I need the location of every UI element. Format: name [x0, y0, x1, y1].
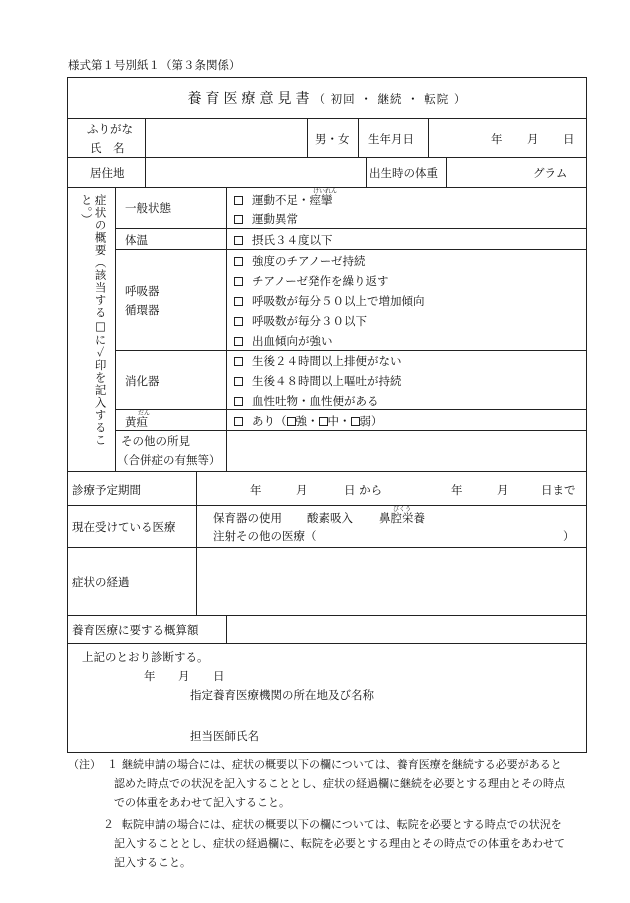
divider: [428, 118, 429, 157]
divider: [67, 643, 587, 644]
checkbox-medium[interactable]: [319, 417, 328, 426]
divider: [115, 430, 587, 431]
checkbox[interactable]: [234, 215, 243, 224]
notes-prefix: （注）: [68, 758, 101, 771]
checkbox-item[interactable]: 呼吸数が毎分５０以上で増加傾向: [234, 293, 425, 309]
note-1-line-1: 継続申請の場合には、症状の概要以下の欄については、養育医療を継続する必要があると: [122, 758, 562, 771]
diagnosis-year: 年: [144, 669, 156, 683]
diagnosis-statement: 上記のとおり診断する。: [82, 650, 209, 664]
sex-label: 男・女: [315, 132, 350, 146]
checkbox-item[interactable]: 運動異常: [234, 211, 298, 227]
divider: [67, 505, 587, 506]
divider: [226, 615, 227, 643]
note-2-line-2: 記入することとし、症状の経過欄に、転院を必要とする理由とその時点での体重をあわせて: [114, 837, 565, 850]
checkbox[interactable]: [234, 236, 243, 245]
checkbox[interactable]: [234, 337, 243, 346]
checkbox[interactable]: [234, 196, 243, 205]
title-options: （ 初回 ・ 継続 ・ 転院 ）: [313, 92, 467, 106]
checkbox[interactable]: [234, 257, 243, 266]
treatment-period-label: 診療予定期間: [72, 483, 141, 497]
checkbox-strong[interactable]: [287, 417, 296, 426]
divider: [67, 615, 587, 616]
digestive-label: 消化器: [125, 374, 160, 388]
symptom-course-label: 症状の経過: [72, 575, 130, 589]
checkbox-item[interactable]: 出血傾向が強い: [234, 333, 333, 349]
divider: [115, 409, 587, 410]
treatment-oxygen: 酸素吸入: [307, 511, 353, 525]
ruby-keiren: けいれん: [313, 188, 338, 195]
birth-weight-label: 出生時の体重: [369, 166, 438, 180]
complications-label: （合併症の有無等）: [117, 453, 221, 467]
divider: [145, 118, 146, 187]
divider: [115, 249, 587, 250]
divider: [226, 187, 227, 471]
gram-unit: グラム: [533, 166, 568, 180]
divider: [446, 157, 447, 187]
period-end-year: 年: [451, 483, 463, 497]
divider: [196, 471, 197, 615]
doctor-name-label: 担当医師氏名: [190, 729, 259, 743]
symptoms-section-label: 症状の概要（該当する□に✓印を記入すること。）: [79, 194, 108, 447]
checkbox[interactable]: [234, 277, 243, 286]
form-title: [67, 88, 587, 108]
treatment-other-close: ）: [563, 529, 575, 543]
checkbox[interactable]: [234, 297, 243, 306]
other-findings-label: その他の所見: [121, 434, 190, 448]
treatment-other: 注射その他の医療（: [213, 529, 317, 543]
checkbox-item[interactable]: 生後２４時間以上排便がない: [234, 353, 402, 369]
divider: [115, 187, 116, 471]
checkbox[interactable]: [234, 317, 243, 326]
address-label: 居住地: [90, 166, 125, 180]
note-1-number: １: [107, 758, 118, 771]
checkbox-item[interactable]: 血性吐物・血性便がある: [234, 393, 379, 409]
checkbox-item[interactable]: チアノーゼ発作を繰り返す: [234, 273, 389, 289]
title-text: 養育医療意見書: [187, 91, 314, 107]
jaundice-options[interactable]: あり（ 強・ 中・ 弱）: [234, 413, 383, 429]
checkbox-item[interactable]: 運動不足・痙攣: [234, 192, 333, 208]
birth-month-unit: 月: [527, 132, 539, 146]
period-end-month: 月: [497, 483, 509, 497]
period-start-year: 年: [250, 483, 262, 497]
birth-year-unit: 年: [491, 132, 503, 146]
facility-label: 指定養育医療機関の所在地及び名称: [190, 688, 374, 702]
divider: [366, 157, 367, 187]
estimated-cost-label: 養育医療に要する概算額: [72, 623, 199, 637]
checkbox-item[interactable]: 呼吸数が毎分３０以下: [234, 313, 367, 329]
divider: [358, 118, 359, 157]
circulatory-label: 循環器: [125, 303, 160, 317]
period-start-day: 日 から: [344, 483, 383, 497]
note-2-line-1: 転院申請の場合には、症状の概要以下の欄については、転院を必要とする時点での状況を: [122, 818, 562, 831]
note-2-line-3: 記入すること。: [114, 856, 191, 869]
diagnosis-day: 日: [213, 669, 225, 683]
divider: [115, 228, 587, 229]
temperature-label: 体温: [125, 233, 148, 247]
treatment-incubator: 保育器の使用: [213, 511, 282, 525]
respiratory-label: 呼吸器: [125, 284, 160, 298]
note-2-number: ２: [103, 818, 114, 831]
checkbox-item[interactable]: 摂氏３４度以下: [234, 232, 333, 248]
birthdate-label: 生年月日: [368, 132, 414, 146]
period-start-month: 月: [296, 483, 308, 497]
diagnosis-month: 月: [178, 669, 190, 683]
form-reference: 様式第１号別紙１（第３条関係）: [68, 58, 241, 72]
furigana-label: ふりがな: [87, 122, 133, 136]
checkbox[interactable]: [234, 377, 243, 386]
checkbox[interactable]: [234, 397, 243, 406]
divider: [307, 118, 308, 157]
ruby-dan: だん: [138, 410, 151, 417]
divider: [67, 547, 587, 548]
name-label: 氏 名: [90, 141, 125, 155]
general-condition-label: 一般状態: [125, 201, 171, 215]
divider: [67, 471, 587, 472]
note-1-line-2: 認めた時点での状況を記入することとし、症状の経過欄に継続を必要とする理由とその時点: [114, 777, 565, 790]
period-end-day: 日まで: [541, 483, 576, 497]
note-1-line-3: での体重をあわせて記入すること。: [114, 796, 290, 809]
current-treatment-label: 現在受けている医療: [72, 520, 176, 534]
checkbox-weak[interactable]: [351, 417, 360, 426]
checkbox-item[interactable]: 生後４８時間以上嘔吐が持続: [234, 373, 402, 389]
checkbox-item[interactable]: 強度のチアノーゼ持続: [234, 253, 366, 269]
divider: [115, 350, 587, 351]
checkbox[interactable]: [234, 417, 243, 426]
checkbox[interactable]: [234, 357, 243, 366]
treatment-nasal-feeding: 鼻腔栄養: [379, 511, 425, 525]
ruby-bikuu: びくう: [393, 506, 412, 513]
jaundice-label: 黄疸: [125, 415, 148, 429]
birth-day-unit: 日: [563, 132, 575, 146]
